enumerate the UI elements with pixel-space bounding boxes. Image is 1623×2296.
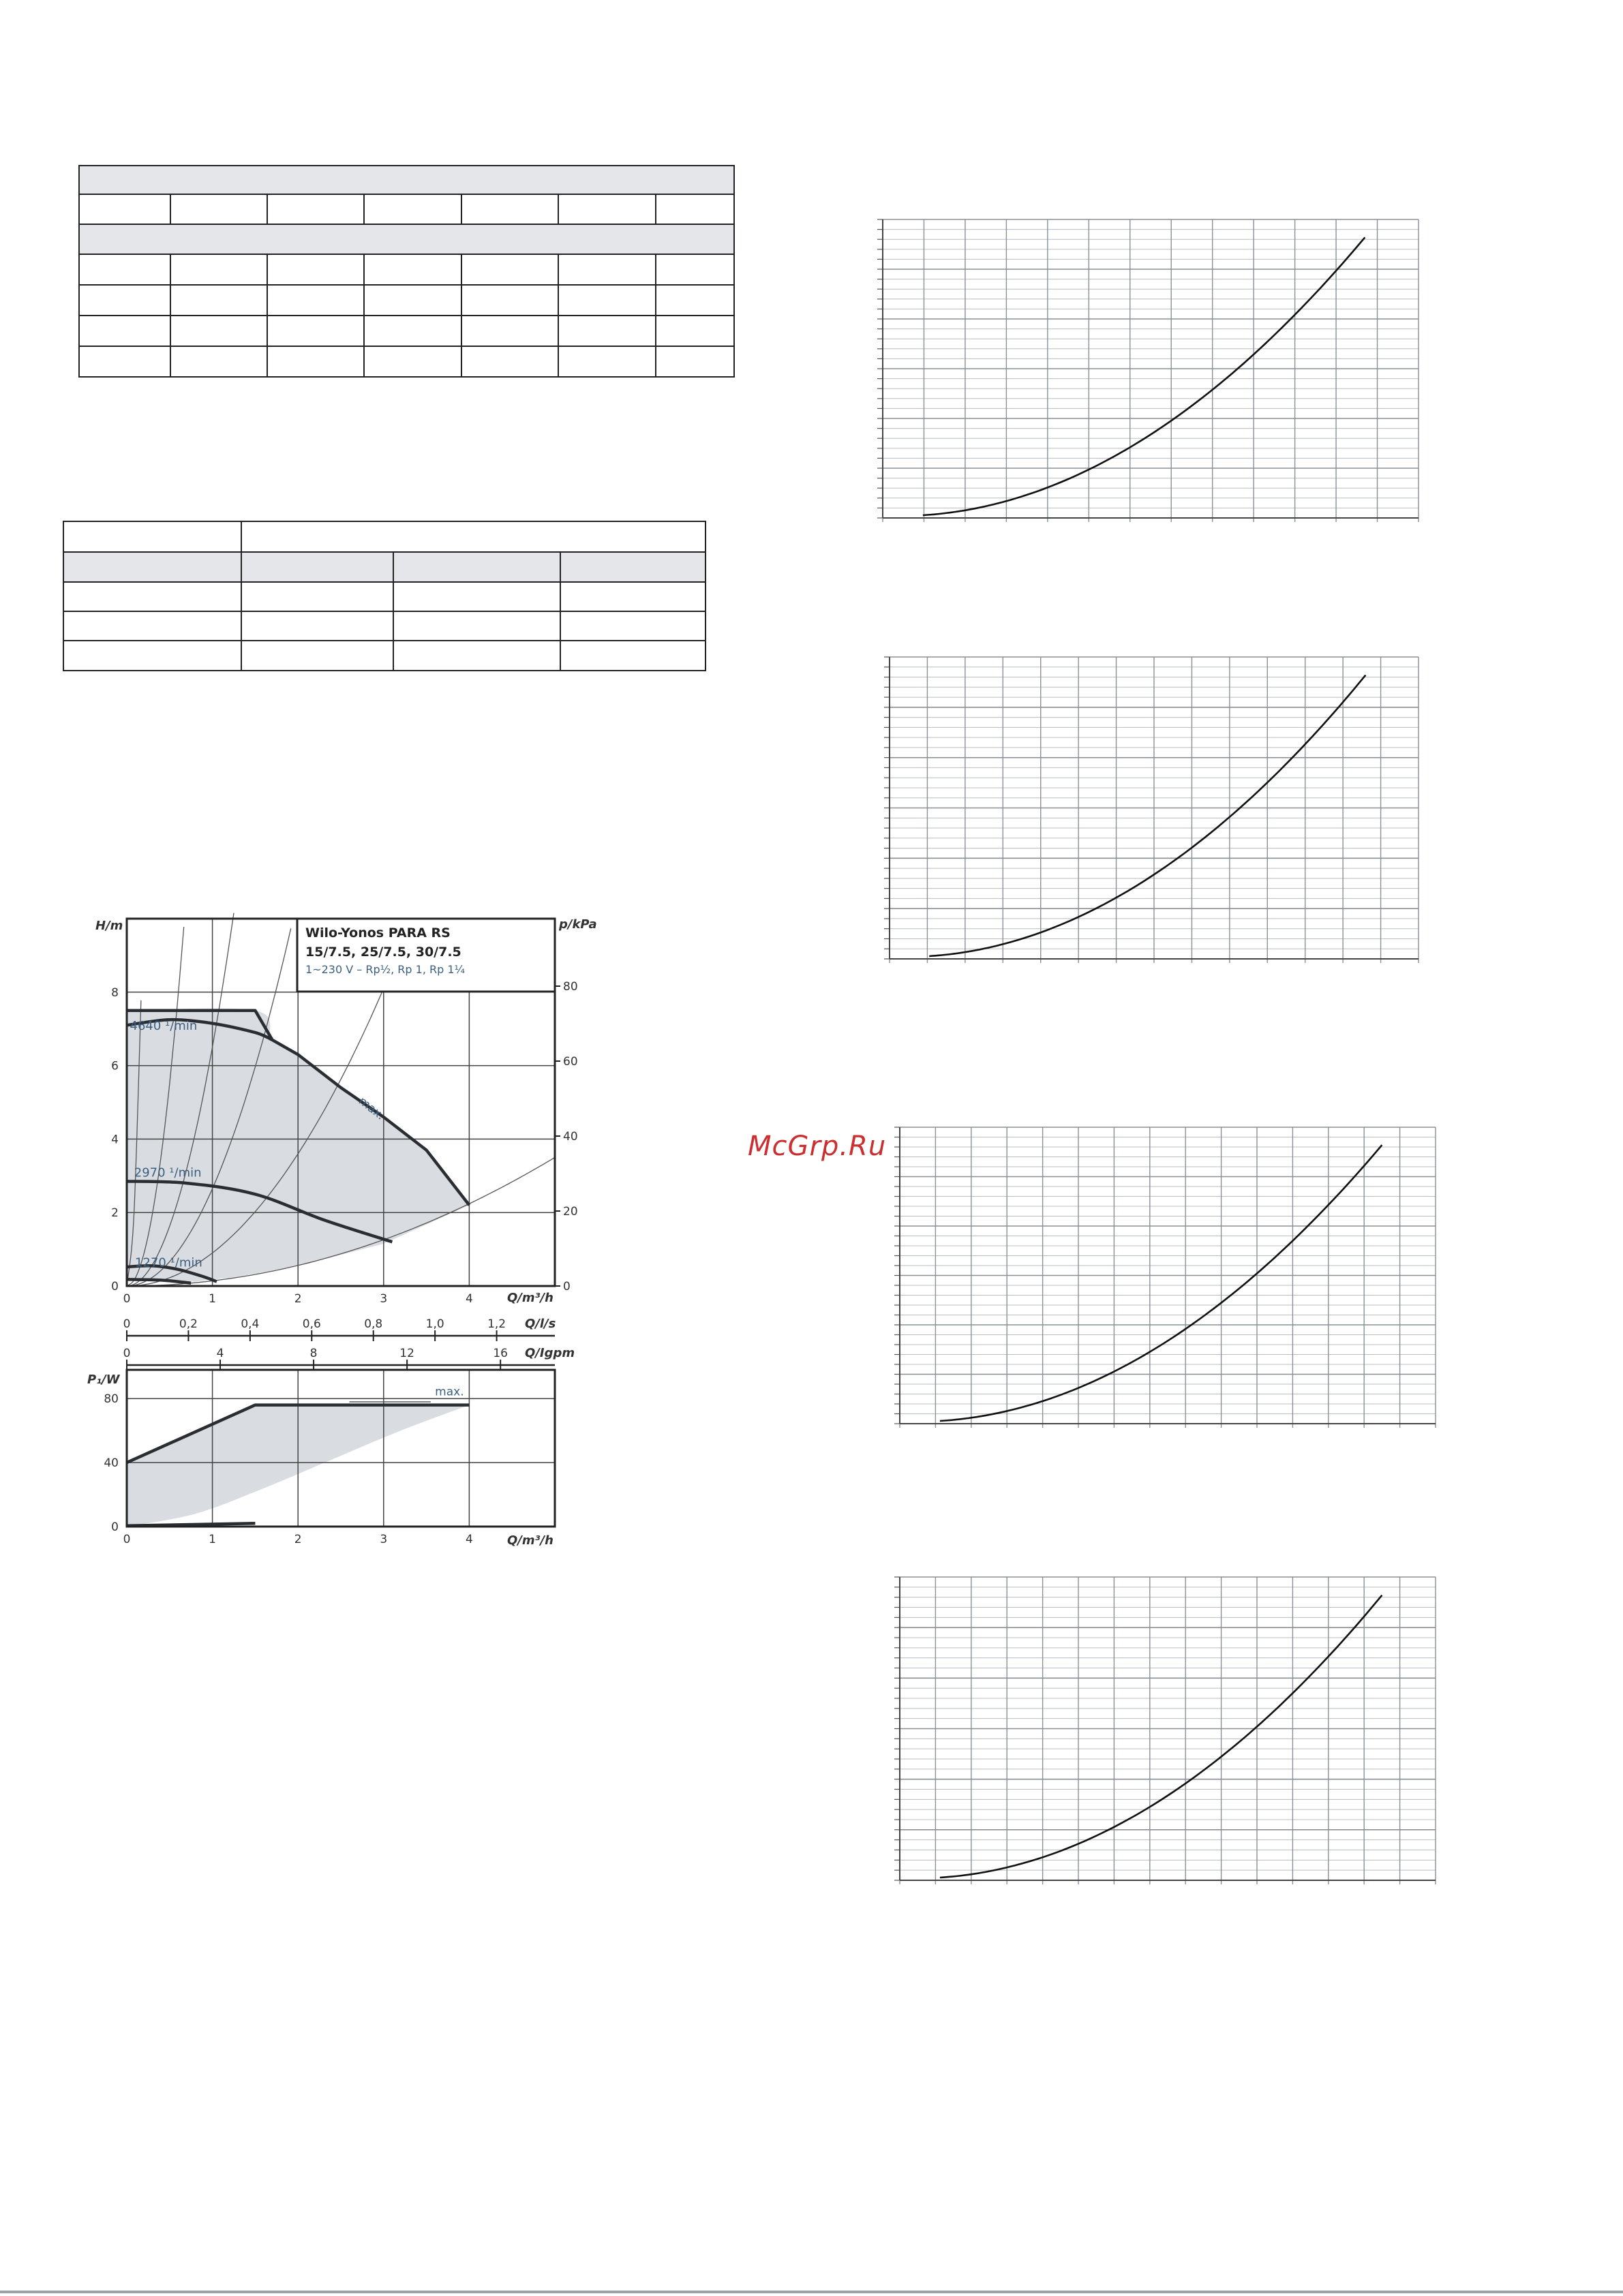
table-cell [170,285,267,316]
table-cell [79,346,170,377]
table-cell [267,316,364,346]
secondary-tick-label: 0,2 [179,1317,198,1331]
secondary-tick-label: 1,2 [487,1317,506,1331]
table-cell [170,316,267,346]
table-cell [364,254,461,285]
secondary-axis-label: Q/l/s [525,1317,556,1331]
chart-title: Wilo-Yonos PARA RS [305,925,451,940]
table-row [79,166,734,194]
pressure-loss-chart-4 [893,1574,1438,1884]
table-cell [79,254,170,285]
y-tick-label: 6 [111,1059,119,1073]
y2-tick-label: 60 [563,1055,578,1069]
page-footer-line [0,2291,1623,2293]
y-tick-label: 2 [111,1206,119,1221]
table-cell [656,194,734,224]
table-cell [461,285,558,316]
table-cell [364,194,461,224]
power-consumption-chart [0,1356,600,1561]
x-tick-label: 1 [209,1533,217,1546]
y-tick-label: 0 [111,1280,119,1294]
table-cell [560,641,706,671]
y2-axis-label: p/kPa [559,917,597,932]
speed-label: 1270 ¹/min [135,1255,202,1270]
table-cell [461,254,558,285]
table-cell [364,316,461,346]
table-row [79,194,734,224]
pressure-loss-chart-1 [876,217,1421,522]
table-cell [79,166,734,194]
table-cell [63,582,241,611]
series-line [127,1523,255,1526]
table-cell [241,552,393,582]
table-cell [241,641,393,671]
chart-subtitle-2: 1~230 V – Rp½, Rp 1, Rp 1¼ [305,963,466,976]
secondary-tick-label: 0 [123,1347,131,1360]
table-2 [63,521,706,671]
table-cell [558,285,656,316]
table-cell [79,285,170,316]
y-tick-label: 80 [104,1392,119,1407]
table-cell [170,254,267,285]
table-cell [558,346,656,377]
secondary-tick-label: 16 [493,1347,508,1360]
y2-tick-label: 80 [563,980,578,994]
secondary-tick-label: 4 [216,1347,224,1360]
x-tick-label: 0 [123,1533,131,1546]
table-1 [78,165,735,378]
table-cell [461,316,558,346]
x-tick-label: 2 [294,1533,302,1546]
speed-label: 4640 ¹/min [130,1019,198,1034]
x-axis-label: Q/m³/h [507,1533,553,1548]
table-cell [63,611,241,641]
table-row [63,611,706,641]
max-label: max. [435,1385,464,1399]
table-cell [170,194,267,224]
table-row [63,582,706,611]
table-row [79,346,734,377]
x-tick-label: 1 [209,1292,217,1306]
table-cell [364,285,461,316]
secondary-tick-label: 0,8 [364,1317,383,1331]
table-cell [560,582,706,611]
table-cell [393,582,560,611]
x-tick-label: 0 [123,1292,131,1306]
table-cell [558,194,656,224]
x-tick-label: 4 [465,1533,473,1546]
x-tick-label: 4 [465,1292,473,1306]
y-tick-label: 0 [111,1520,119,1534]
table-cell [393,641,560,671]
x-axis-label: Q/m³/h [507,1291,553,1305]
secondary-tick-label: 0,6 [302,1317,321,1331]
speed-label: 2970 ¹/min [134,1165,202,1180]
table-cell [656,254,734,285]
table-cell [560,552,706,582]
x-tick-label: 2 [294,1292,302,1306]
curve-labels [350,1386,464,1402]
table-cell [267,285,364,316]
table-cell [170,346,267,377]
x-tick-label: 3 [380,1533,388,1546]
table-cell [267,346,364,377]
y-axis-label: H/m [95,919,123,933]
y-tick-label: 40 [104,1456,119,1471]
pressure-loss-chart-3 [893,1124,1438,1428]
table-row [79,254,734,285]
max-label: max. [356,1094,387,1123]
table-cell [79,194,170,224]
table-cell [656,285,734,316]
secondary-axis-label: Q/Igpm [525,1346,575,1360]
y-tick-label: 4 [111,1133,119,1147]
table-cell [558,316,656,346]
table-cell [656,316,734,346]
y2-tick-label: 40 [563,1130,578,1144]
table-cell [364,346,461,377]
table-cell [393,611,560,641]
watermark-text: McGrp.Ru [748,1131,887,1162]
table-cell [79,224,734,254]
secondary-tick-label: 12 [399,1347,414,1360]
table-cell [241,521,706,552]
table-cell [656,346,734,377]
table-cell [267,194,364,224]
table-row [79,285,734,316]
table-cell [558,254,656,285]
table-cell [560,611,706,641]
table-row [63,552,706,582]
table-row [63,641,706,671]
table-cell [63,641,241,671]
secondary-tick-label: 8 [309,1347,318,1360]
table-cell [393,552,560,582]
table-cell [241,582,393,611]
chart-subtitle: 15/7.5, 25/7.5, 30/7.5 [305,945,461,960]
table-cell [79,316,170,346]
table-row [63,521,706,552]
y-axis-label: P₁/W [87,1373,120,1387]
table-cell [241,611,393,641]
secondary-tick-label: 0 [123,1317,131,1331]
table-cell [461,194,558,224]
secondary-tick-label: 1,0 [425,1317,444,1331]
table-cell [461,346,558,377]
x-tick-label: 3 [380,1292,388,1306]
table-row [79,316,734,346]
pressure-loss-chart-2 [883,654,1421,963]
table-cell [267,254,364,285]
y-tick-label: 8 [111,985,119,1000]
y2-tick-label: 0 [563,1280,571,1294]
table-row [79,224,734,254]
y2-tick-label: 20 [563,1205,578,1219]
table-cell [63,521,241,552]
secondary-tick-label: 0,4 [241,1317,260,1331]
table-cell [63,552,241,582]
